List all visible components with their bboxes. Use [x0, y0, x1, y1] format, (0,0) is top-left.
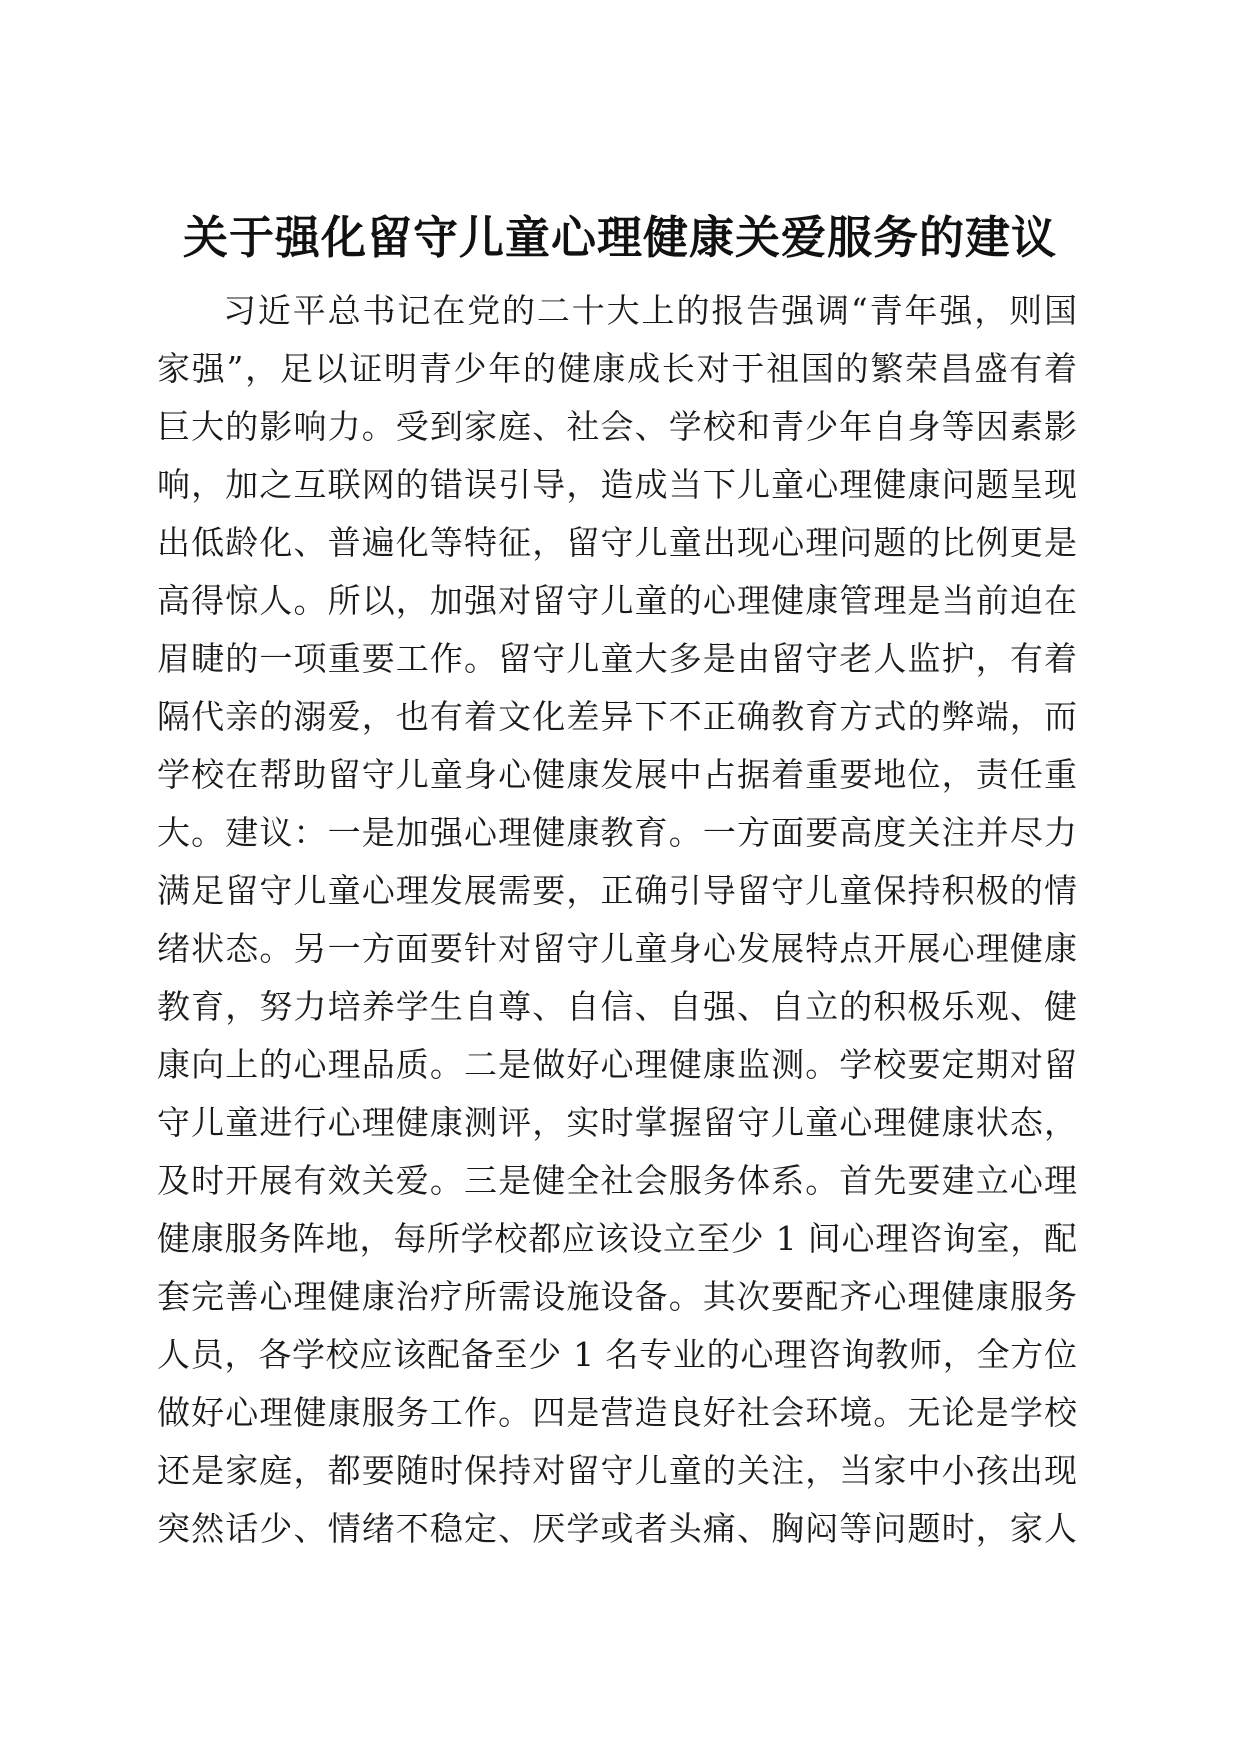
body-line: 学校在帮助留守儿童身心健康发展中占据着重要地位，责任重	[157, 755, 1077, 794]
body-line: 人员，各学校应该配备至少 1 名专业的心理咨询教师，全方位	[157, 1335, 1077, 1374]
body-line: 及时开展有效关爱。三是健全社会服务体系。首先要建立心理	[157, 1161, 1077, 1200]
body-line: 大。建议：一是加强心理健康教育。一方面要高度关注并尽力	[157, 813, 1077, 852]
body-line: 高得惊人。所以，加强对留守儿童的心理健康管理是当前迫在	[157, 581, 1077, 620]
body-line: 教育，努力培养学生自尊、自信、自强、自立的积极乐观、健	[157, 987, 1077, 1026]
body-line: 套完善心理健康治疗所需设施设备。其次要配齐心理健康服务	[157, 1277, 1077, 1316]
body-line: 隔代亲的溺爱，也有着文化差异下不正确教育方式的弊端，而	[157, 697, 1077, 736]
body-line: 出低龄化、普遍化等特征，留守儿童出现心理问题的比例更是	[157, 523, 1077, 562]
body-line: 守儿童进行心理健康测评，实时掌握留守儿童心理健康状态，	[157, 1103, 1077, 1142]
body-line: 习近平总书记在党的二十大上的报告强调“青年强，则国	[223, 291, 1077, 330]
body-line: 康向上的心理品质。二是做好心理健康监测。学校要定期对留	[157, 1045, 1077, 1084]
body-line: 突然话少、情绪不稳定、厌学或者头痛、胸闷等问题时，家人	[157, 1509, 1077, 1548]
body-line: 满足留守儿童心理发展需要，正确引导留守儿童保持积极的情	[157, 871, 1077, 910]
body-line: 绪状态。另一方面要针对留守儿童身心发展特点开展心理健康	[157, 929, 1077, 968]
body-line: 眉睫的一项重要工作。留守儿童大多是由留守老人监护，有着	[157, 639, 1077, 678]
document-body	[157, 282, 1077, 1558]
body-line: 家强”，足以证明青少年的健康成长对于祖国的繁荣昌盛有着	[157, 349, 1077, 388]
body-line: 还是家庭，都要随时保持对留守儿童的关注，当家中小孩出现	[157, 1451, 1077, 1490]
body-line: 响，加之互联网的错误引导，造成当下儿童心理健康问题呈现	[157, 465, 1077, 504]
body-line: 巨大的影响力。受到家庭、社会、学校和青少年自身等因素影	[157, 407, 1077, 446]
body-line: 健康服务阵地，每所学校都应该设立至少 1 间心理咨询室，配	[157, 1219, 1077, 1258]
document-title: 关于强化留守儿童心理健康关爱服务的建议	[182, 211, 1057, 265]
body-line: 做好心理健康服务工作。四是营造良好社会环境。无论是学校	[157, 1393, 1077, 1432]
